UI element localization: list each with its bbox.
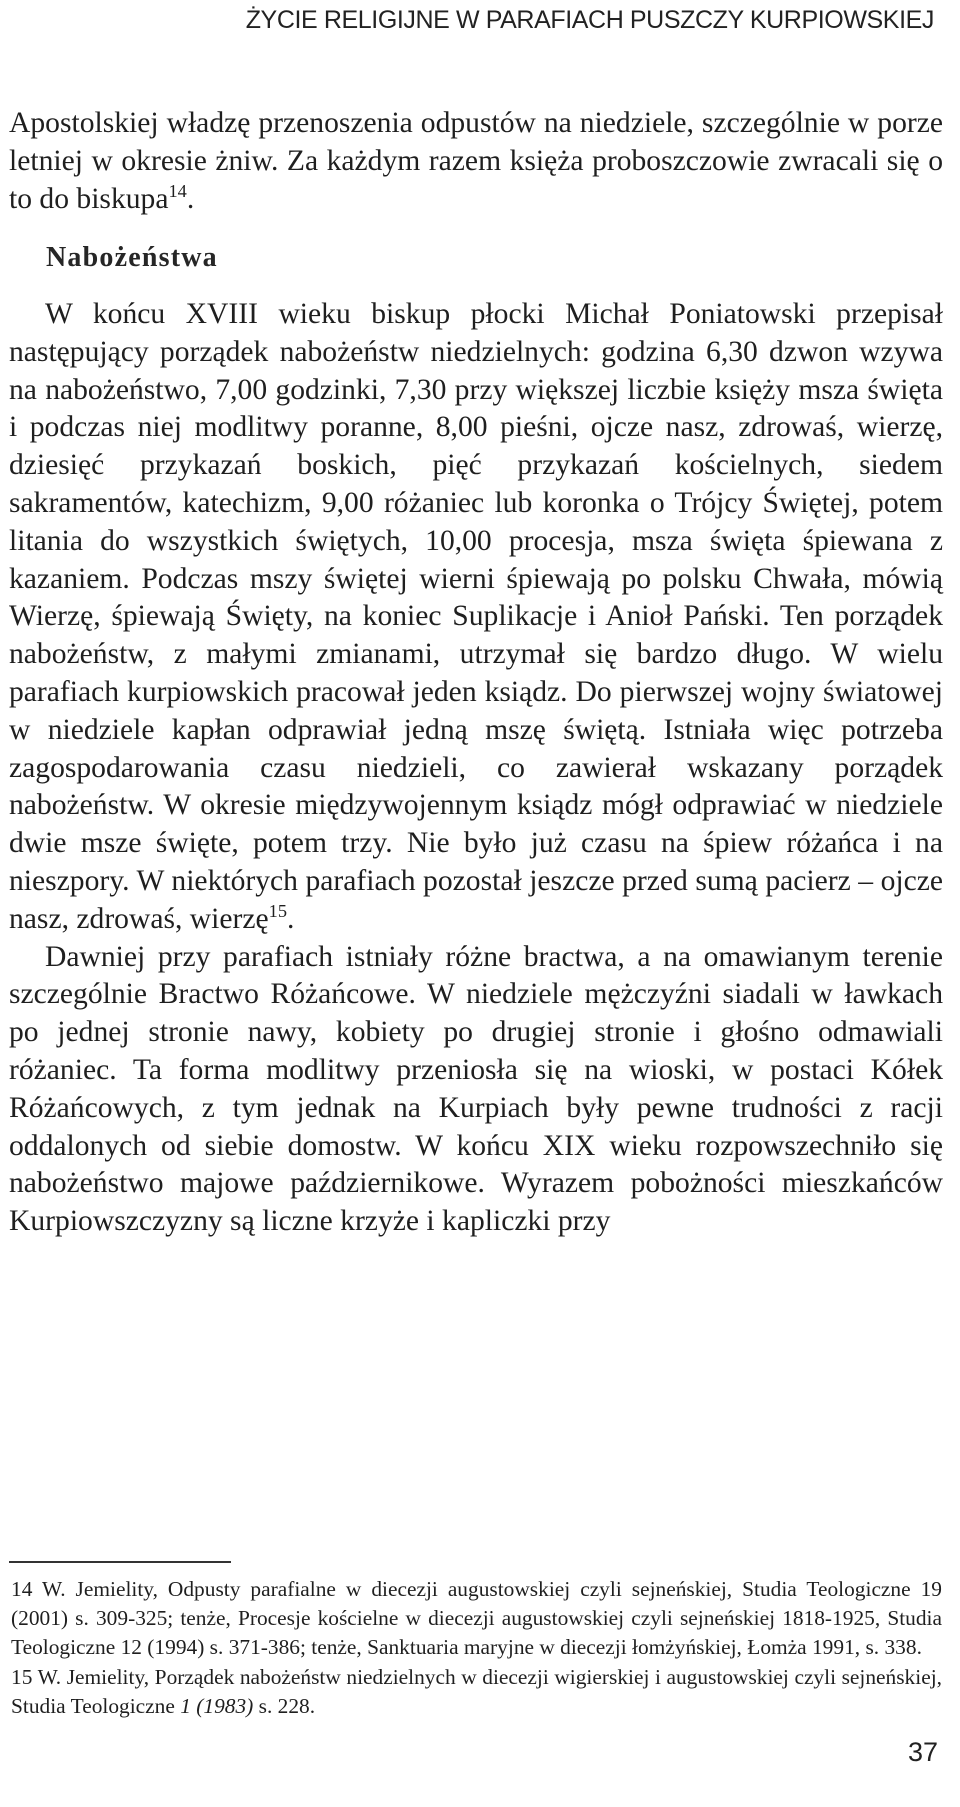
footnote-15-volume: 1 (1983) — [180, 1693, 254, 1718]
intro-text: Apostolskiej władzę przenoszenia odpustów na niedziele, szczególnie w porze letniej w okresie żniw. Za każdym razem księża proboszczowie zwracali się o to do biskupa — [9, 107, 943, 215]
footnotes — [11, 1575, 942, 1721]
footnote-15 — [11, 1663, 942, 1721]
section-heading: Nabożeństwa — [46, 242, 218, 273]
intro-text-end: . — [186, 182, 195, 215]
page-number: 37 — [907, 1737, 938, 1767]
footnote-divider — [9, 1561, 231, 1563]
footnote-15-main: 15 W. Jemielity, Porządek nabożeństw niedzielnych w diecezji wigierskiej i augustowskiej czyli sejneńskiej, Studia Teologiczne — [11, 1664, 942, 1718]
paragraph-1 — [9, 296, 943, 939]
footnote-15-end: s. 228. — [253, 1693, 316, 1718]
footnote-ref-15: 15 — [268, 900, 287, 921]
intro-paragraph-block — [9, 105, 943, 218]
main-text-block — [9, 296, 943, 1241]
intro-paragraph — [9, 105, 943, 218]
footnote-ref-14: 14 — [168, 180, 187, 201]
paragraph-1-end: . — [286, 902, 295, 935]
running-head: ŻYCIE RELIGIJNE W PARAFIACH PUSZCZY KURPIOWSKIEJ — [245, 6, 934, 34]
paragraph-1-text: W końcu XVIII wieku biskup płocki Michał Poniatowski przepisał następujący porządek nabożeństw niedzielnych: godzina 6,30 dzwon wzywa na nabożeństwo, 7,00 godzinki, 7,30 przy większej liczbie księży msza święta i podczas niej modlitwy poranne, 8,00 pieśni, ojcze nasz, zdrowaś, wierzę, dziesięć przykazań boskich, pięć przykazań kościelnych, siedem sakramentów, katechizm, 9,00 różaniec lub koronka o Trójcy Świętej, potem litania do wszystkich świętych, 10,00 procesja, msza święta śpiewana z kazaniem. Podczas mszy świętej wierni śpiewają po polsku Chwała, mówią Wierzę, śpiewają Święty, na koniec Suplikacje i Anioł Pański. Ten porządek nabożeństw, z małymi zmianami, utrzymał się bardzo długo. W wielu parafiach kurpiowskich pracował jeden ksiądz. Do pierwszej wojny światowej w niedziele kapłan odprawiał jedną mszę świętą. Istniała więc potrzeba zagospodarowania czasu niedzieli, co zawierał wskazany porządek nabożeństw. W okresie międzywojennym ksiądz mógł odprawiać w niedziele dwie msze święte, potem trzy. Nie było już czasu na śpiew różańca i na nieszpory. W niektórych parafiach pozostał jeszcze przed sumą pacierz – ojcze nasz, zdrowaś, wierzę — [9, 298, 943, 935]
paragraph-2: Dawniej przy parafiach istniały różne bractwa, a na omawianym terenie szczególnie Bractwo Różańcowe. W niedziele mężczyźni siadali w ławkach po jednej stronie nawy, kobiety po drugiej stronie i głośno odmawiali różaniec. Ta forma modlitwy przeniosła się na wioski, w postaci Kółek Różańcowych, z tym jednak na Kurpiach były pewne trudności z racji oddalonych od siebie domostw. W końcu XIX wieku rozpowszechniło się nabożeństwo majowe październikowe. Wyrazem pobożności mieszkańców Kurpiowszczyzny są liczne krzyże i kapliczki przy — [9, 940, 943, 1238]
footnote-14: 14 W. Jemielity, Odpusty parafialne w diecezji augustowskiej czyli sejneńskiej, Studia Teologiczne 19 (2001) s. 309-325; tenże, Procesje kościelne w diecezji augustowskiej czyli sejneńskiej 1818-1925, Studia Teologiczne 12 (1994) s. 371-386; tenże, Sanktuaria maryjne w diecezji łomżyńskiej, Łomża 1991, s. 338. — [11, 1577, 942, 1660]
